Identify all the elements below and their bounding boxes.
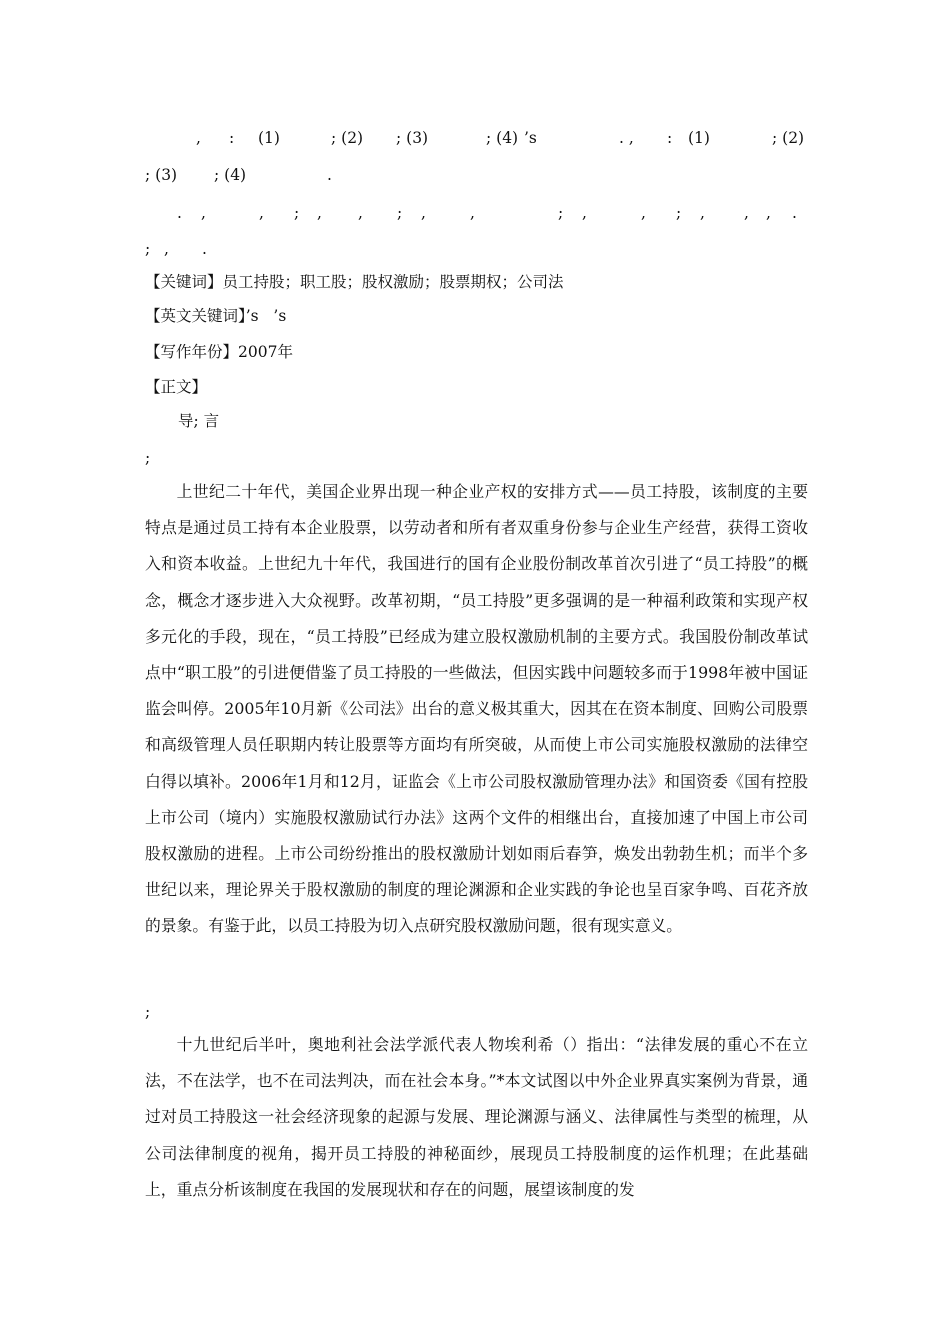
body-paragraph-2: 十九世纪后半叶，奥地利社会法学派代表人物埃利希（）指出：“法律发展的重心不在立法，不在法学，也不在司法判决，而在社会本身。”*本文试图以中外企业界真实案例为背景，通过对员工持股这一社会经济现象的起源与发展、理论渊源与涵义、法律属性与类型的梳理，从公司法律制度的视角，揭开员工持股的神秘面纱，展现员工持股制度的运作机理；在此基础上，重点分析该制度在我国的发展现状和存在的问题，展望该制度的发 — [145, 1035, 808, 1199]
intro-title: 导; 言 — [178, 412, 220, 430]
separator: ; — [145, 449, 151, 467]
body-heading: 【正文】 — [145, 378, 208, 396]
abstract-fragment: , — [259, 204, 264, 222]
abstract-fragment: . , — [619, 129, 634, 147]
abstract-fragment: , — [744, 204, 749, 222]
abstract-fragment: , — [766, 204, 771, 222]
abstract-fragment: (1) — [258, 129, 280, 147]
abstract-fragment: . — [177, 204, 182, 222]
abstract-fragment: , — [421, 204, 426, 222]
abstract-fragment: ; (4) — [486, 129, 519, 147]
abstract-fragment: , — [641, 204, 646, 222]
abstract-fragment: (1) — [688, 129, 710, 147]
abstract-fragment: , — [358, 204, 363, 222]
abstract-fragment: , — [201, 204, 206, 222]
abstract-fragment: . — [792, 204, 797, 222]
abstract-fragment: ; — [294, 204, 300, 222]
keywords-line: 【关键词】员工持股；职工股；股权激励；股票期权；公司法 — [145, 273, 564, 291]
abstract-fragment: , — [164, 240, 169, 258]
body-paragraph-1: 上世纪二十年代，美国企业界出现一种企业产权的安排方式——员工持股，该制度的主要特点是通过员工持有本企业股票，以劳动者和所有者双重身份参与企业生产经营，获得工资收入和资本收益。上世纪九十年代，我国进行的国有企业股份制改革首次引进了“员工持股”的概念，概念才逐步进入大众视野。改革初期，“员工持股”更多强调的是一种福利政策和实现产权多元化的手段，现在，“员工持股”已经成为建立股权激励机制的主要方式。我国股份制改革试点中“职工股”的引进便借鉴了员工持股的一些做法，但因实践中问题较多而于1998年被中国证监会叫停。2005年10月新《公司法》出台的意义极其重大，因其在在资本制度、回购公司股票和高级管理人员任职期内转让股票等方面均有所突破，从而使上市公司实施股权激励的法律空白得以填补。2006年1月和12月，证监会《上市公司股权激励管理办法》和国资委《国有控股上市公司（境内）实施股权激励试行办法》这两个文件的相继出台，直接加速了中国上市公司股权激励的进程。上市公司纷纷推出的股权激励计划如雨后春笋，焕发出勃勃生机；而半个多世纪以来，理论界关于股权激励的制度的理论渊源和企业实践的争论也呈百家争鸣、百花齐放的景象。有鉴于此，以员工持股为切入点研究股权激励问题，很有现实意义。 — [145, 482, 808, 936]
abstract-fragment: : — [229, 129, 235, 147]
abstract-fragment: : — [667, 129, 673, 147]
abstract-fragment: , — [196, 129, 201, 147]
writing-year-line: 【写作年份】2007年 — [145, 343, 293, 361]
abstract-fragment: ; (4) — [214, 166, 247, 184]
abstract-fragment: ; — [676, 204, 682, 222]
abstract-fragment: . — [202, 240, 207, 258]
abstract-fragment: ; — [558, 204, 564, 222]
abstract-fragment: . — [327, 166, 332, 184]
abstract-fragment: , — [582, 204, 587, 222]
abstract-fragment: ; (3) — [396, 129, 429, 147]
english-keywords-line: 【英文关键词】’s ’s — [145, 307, 287, 325]
abstract-fragment: , — [470, 204, 475, 222]
abstract-fragment: , — [317, 204, 322, 222]
abstract-fragment: ; (3) — [145, 166, 178, 184]
abstract-fragment: ; — [145, 240, 151, 258]
separator: ; — [145, 1003, 151, 1021]
abstract-fragment: ’s — [524, 129, 537, 147]
abstract-fragment: ; (2) — [331, 129, 364, 147]
abstract-fragment: ; (2) — [772, 129, 805, 147]
abstract-fragment: , — [700, 204, 705, 222]
abstract-fragment: ; — [397, 204, 403, 222]
